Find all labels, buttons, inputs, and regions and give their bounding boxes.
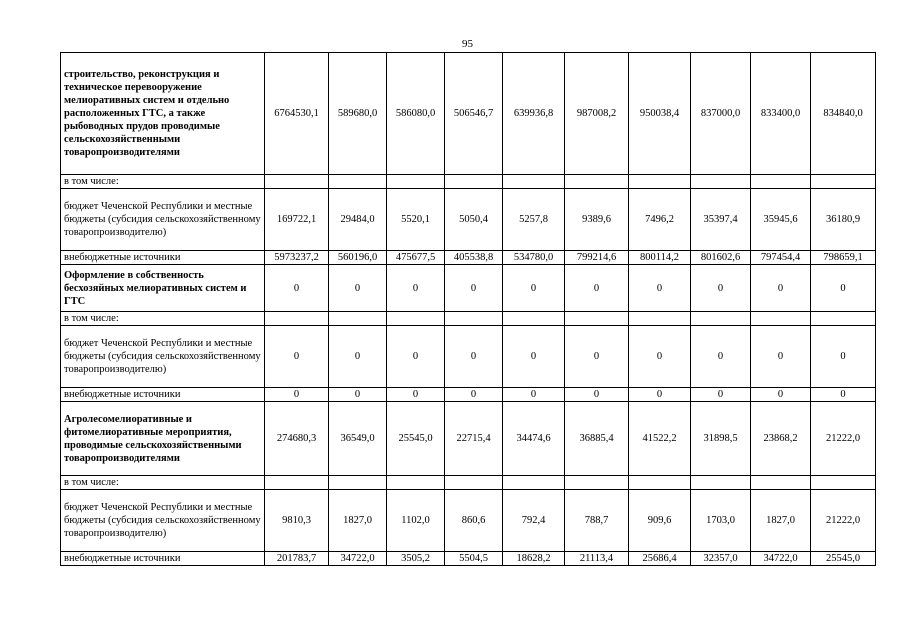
- value-cell: 0: [691, 326, 751, 388]
- row-label-cell: в том числе:: [61, 312, 265, 326]
- value-cell: [265, 476, 329, 490]
- table-row: [61, 388, 876, 402]
- value-cell: 0: [387, 326, 445, 388]
- value-cell: 0: [265, 326, 329, 388]
- value-cell: [629, 476, 691, 490]
- table-row: [61, 175, 876, 189]
- value-cell: 0: [629, 326, 691, 388]
- row-label-cell: в том числе:: [61, 476, 265, 490]
- row-label-cell: бюджет Чеченской Республики и местные бюджеты (субсидия сельскохозяйственному товаропроизводителю): [61, 189, 265, 251]
- value-cell: [265, 175, 329, 189]
- row-label-cell: внебюджетные источники: [61, 552, 265, 566]
- table-row: [61, 552, 876, 566]
- value-cell: 1827,0: [751, 490, 811, 552]
- value-cell: 7496,2: [629, 189, 691, 251]
- value-cell: 987008,2: [565, 53, 629, 175]
- row-label-cell: бюджет Чеченской Республики и местные бюджеты (субсидия сельскохозяйственному товаропроизводителю): [61, 326, 265, 388]
- value-cell: [503, 476, 565, 490]
- value-cell: 34474,6: [503, 402, 565, 476]
- value-cell: 909,6: [629, 490, 691, 552]
- value-cell: [751, 312, 811, 326]
- value-cell: 6764530,1: [265, 53, 329, 175]
- value-cell: 0: [691, 388, 751, 402]
- value-cell: 834840,0: [811, 53, 876, 175]
- value-cell: 274680,3: [265, 402, 329, 476]
- page-number: 95: [462, 38, 473, 50]
- table-row: [61, 251, 876, 265]
- value-cell: 586080,0: [387, 53, 445, 175]
- value-cell: 0: [811, 388, 876, 402]
- value-cell: [445, 476, 503, 490]
- value-cell: [691, 312, 751, 326]
- value-cell: [387, 312, 445, 326]
- value-cell: 797454,4: [751, 251, 811, 265]
- value-cell: [329, 476, 387, 490]
- value-cell: 589680,0: [329, 53, 387, 175]
- value-cell: [565, 175, 629, 189]
- row-label-cell: внебюджетные источники: [61, 251, 265, 265]
- value-cell: 0: [565, 265, 629, 312]
- value-cell: 23868,2: [751, 402, 811, 476]
- value-cell: [387, 476, 445, 490]
- value-cell: 799214,6: [565, 251, 629, 265]
- value-cell: 29484,0: [329, 189, 387, 251]
- value-cell: 833400,0: [751, 53, 811, 175]
- value-cell: 5520,1: [387, 189, 445, 251]
- value-cell: 34722,0: [329, 552, 387, 566]
- value-cell: 506546,7: [445, 53, 503, 175]
- value-cell: 5504,5: [445, 552, 503, 566]
- value-cell: 0: [565, 326, 629, 388]
- table-row: [61, 265, 876, 312]
- value-cell: 801602,6: [691, 251, 751, 265]
- value-cell: [629, 175, 691, 189]
- value-cell: 800114,2: [629, 251, 691, 265]
- value-cell: 35397,4: [691, 189, 751, 251]
- value-cell: 25545,0: [387, 402, 445, 476]
- section-heading-cell: Оформление в собственность бесхозяйных мелиоративных систем и ГТС: [61, 265, 265, 312]
- value-cell: [811, 175, 876, 189]
- value-cell: 1703,0: [691, 490, 751, 552]
- table-row: [61, 402, 876, 476]
- value-cell: 0: [265, 388, 329, 402]
- value-cell: [387, 175, 445, 189]
- value-cell: [503, 175, 565, 189]
- value-cell: 21222,0: [811, 490, 876, 552]
- value-cell: 0: [503, 326, 565, 388]
- value-cell: 560196,0: [329, 251, 387, 265]
- value-cell: [329, 312, 387, 326]
- value-cell: 0: [445, 265, 503, 312]
- value-cell: 0: [751, 326, 811, 388]
- value-cell: 32357,0: [691, 552, 751, 566]
- table-row: [61, 189, 876, 251]
- value-cell: 837000,0: [691, 53, 751, 175]
- value-cell: 36885,4: [565, 402, 629, 476]
- value-cell: 0: [629, 388, 691, 402]
- value-cell: 0: [265, 265, 329, 312]
- value-cell: 36180,9: [811, 189, 876, 251]
- value-cell: 18628,2: [503, 552, 565, 566]
- value-cell: 1827,0: [329, 490, 387, 552]
- row-label-cell: в том числе:: [61, 175, 265, 189]
- value-cell: 0: [751, 388, 811, 402]
- value-cell: 35945,6: [751, 189, 811, 251]
- value-cell: 0: [691, 265, 751, 312]
- value-cell: 0: [811, 326, 876, 388]
- value-cell: 860,6: [445, 490, 503, 552]
- value-cell: 201783,7: [265, 552, 329, 566]
- value-cell: [265, 312, 329, 326]
- value-cell: 0: [329, 388, 387, 402]
- value-cell: 0: [329, 265, 387, 312]
- row-label-cell: бюджет Чеченской Республики и местные бюджеты (субсидия сельскохозяйственному товаропроизводителю): [61, 490, 265, 552]
- value-cell: [811, 476, 876, 490]
- value-cell: 31898,5: [691, 402, 751, 476]
- table-row: [61, 490, 876, 552]
- value-cell: 0: [565, 388, 629, 402]
- budget-table: [60, 52, 876, 566]
- value-cell: 1102,0: [387, 490, 445, 552]
- value-cell: 22715,4: [445, 402, 503, 476]
- value-cell: 792,4: [503, 490, 565, 552]
- value-cell: 0: [387, 265, 445, 312]
- row-label-cell: внебюджетные источники: [61, 388, 265, 402]
- section-heading-cell: строительство, реконструкция и техническое перевооружение мелиоративных систем и отдельно расположенных ГТС, а также рыбоводных прудов проводимые сельскохозяйственными товаропроизводителями: [61, 53, 265, 175]
- value-cell: 5050,4: [445, 189, 503, 251]
- value-cell: [691, 175, 751, 189]
- value-cell: 25686,4: [629, 552, 691, 566]
- value-cell: 950038,4: [629, 53, 691, 175]
- value-cell: 0: [387, 388, 445, 402]
- value-cell: 475677,5: [387, 251, 445, 265]
- value-cell: 0: [629, 265, 691, 312]
- value-cell: [751, 175, 811, 189]
- value-cell: 534780,0: [503, 251, 565, 265]
- value-cell: [811, 312, 876, 326]
- value-cell: 0: [751, 265, 811, 312]
- value-cell: [445, 175, 503, 189]
- value-cell: [329, 175, 387, 189]
- table-row: [61, 326, 876, 388]
- value-cell: [629, 312, 691, 326]
- value-cell: 5257,8: [503, 189, 565, 251]
- value-cell: [565, 476, 629, 490]
- value-cell: 25545,0: [811, 552, 876, 566]
- value-cell: [503, 312, 565, 326]
- value-cell: [751, 476, 811, 490]
- value-cell: 0: [445, 388, 503, 402]
- value-cell: 0: [329, 326, 387, 388]
- table-row: [61, 476, 876, 490]
- value-cell: 788,7: [565, 490, 629, 552]
- value-cell: 798659,1: [811, 251, 876, 265]
- value-cell: 34722,0: [751, 552, 811, 566]
- value-cell: 0: [445, 326, 503, 388]
- value-cell: 9810,3: [265, 490, 329, 552]
- table-row: [61, 312, 876, 326]
- section-heading-cell: Агролесомелиоративные и фитомелиоративные мероприятия, проводимые сельскохозяйственными товаропроизводителями: [61, 402, 265, 476]
- table-row: [61, 53, 876, 175]
- value-cell: 639936,8: [503, 53, 565, 175]
- value-cell: 21113,4: [565, 552, 629, 566]
- value-cell: 41522,2: [629, 402, 691, 476]
- value-cell: [691, 476, 751, 490]
- value-cell: 9389,6: [565, 189, 629, 251]
- value-cell: 405538,8: [445, 251, 503, 265]
- value-cell: 0: [503, 265, 565, 312]
- value-cell: 21222,0: [811, 402, 876, 476]
- value-cell: 5973237,2: [265, 251, 329, 265]
- value-cell: 3505,2: [387, 552, 445, 566]
- value-cell: 169722,1: [265, 189, 329, 251]
- value-cell: [565, 312, 629, 326]
- value-cell: [445, 312, 503, 326]
- value-cell: 36549,0: [329, 402, 387, 476]
- value-cell: 0: [503, 388, 565, 402]
- value-cell: 0: [811, 265, 876, 312]
